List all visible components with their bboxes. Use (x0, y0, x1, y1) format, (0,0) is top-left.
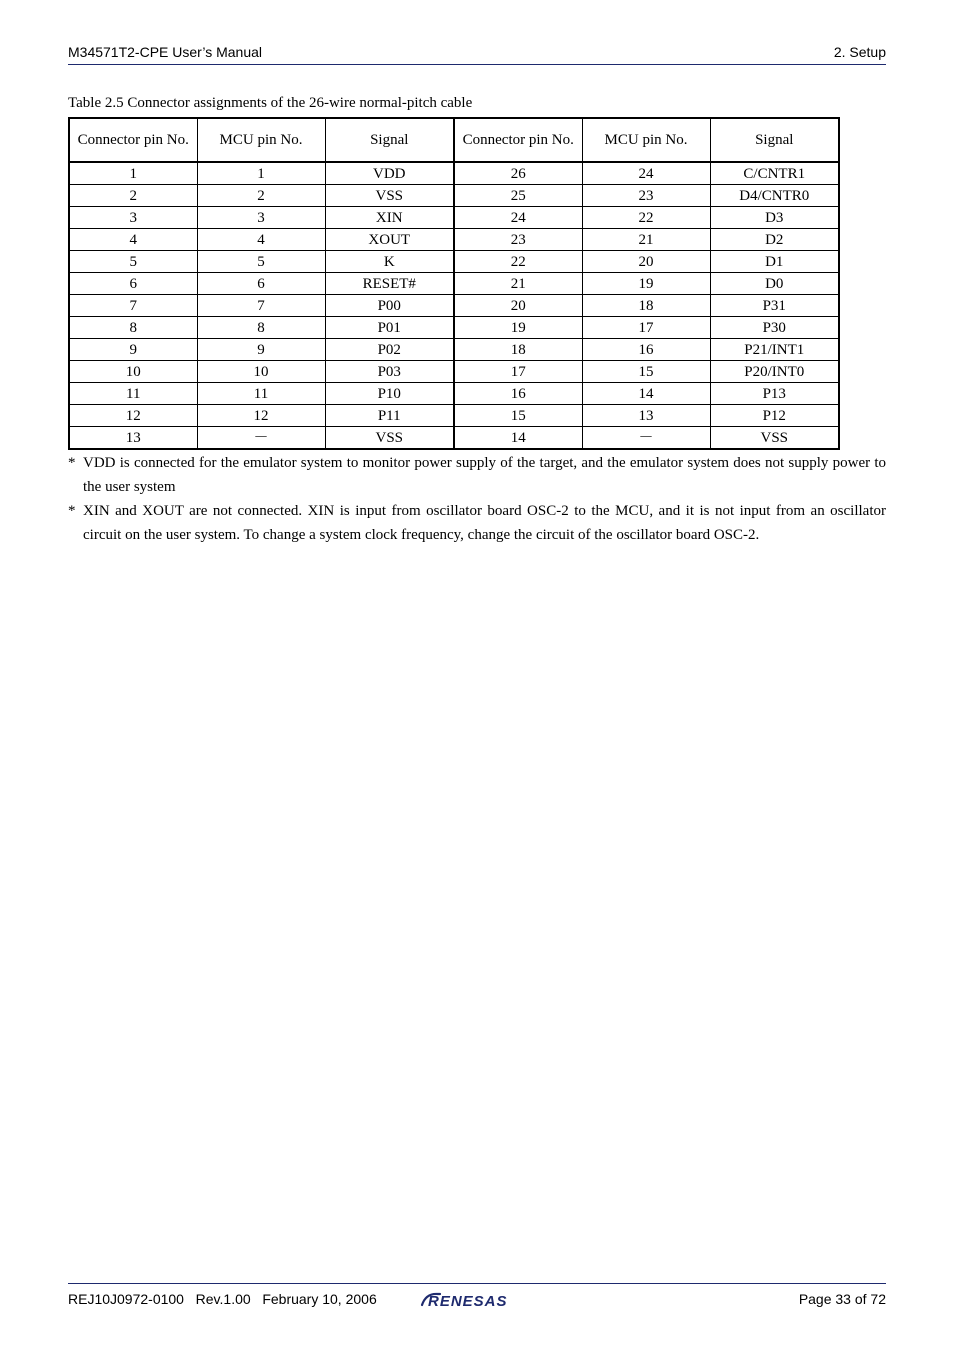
table-cell: 7 (69, 295, 197, 317)
table-row (69, 251, 839, 273)
note-vdd (68, 451, 886, 499)
table-header-row (69, 118, 839, 162)
table-cell: D3 (710, 207, 839, 229)
table-row (69, 273, 839, 295)
table-cell: P12 (710, 405, 839, 427)
logo-wordmark: RENESAS (428, 1293, 508, 1310)
renesas-logo (420, 1289, 532, 1311)
table-cell: 26 (454, 162, 582, 185)
table-cell: VSS (325, 185, 454, 207)
table-cell: 8 (69, 317, 197, 339)
doc-id: REJ10J0972-0100 (68, 1291, 184, 1307)
connector-assignment-table (68, 117, 840, 450)
manual-title: M34571T2-CPE User’s Manual (68, 44, 263, 60)
header-connector-pin: Connector pin No. (69, 118, 197, 162)
table-cell: P30 (710, 317, 839, 339)
table-cell: 3 (69, 207, 197, 229)
note-asterisk: * (68, 455, 76, 471)
table-cell: 10 (197, 361, 325, 383)
note-text: XIN and XOUT are not connected. XIN is input from oscillator board OSC-2 to the MCU, and it is not input from an oscillator circuit on the user system. To change a system clock frequency, change the circuit of the oscillator board OSC-2. (83, 503, 886, 543)
header-connector-pin: Connector pin No. (454, 118, 582, 162)
footer-doc-info (68, 1291, 377, 1307)
table-cell: 12 (197, 405, 325, 427)
table-row (69, 207, 839, 229)
table-cell: P13 (710, 383, 839, 405)
table-cell: C/CNTR1 (710, 162, 839, 185)
table-cell: 6 (197, 273, 325, 295)
table-row (69, 339, 839, 361)
table-row (69, 383, 839, 405)
table-row (69, 361, 839, 383)
table-cell: － (197, 427, 325, 450)
table-cell: 18 (582, 295, 710, 317)
table-cell: D0 (710, 273, 839, 295)
table-cell: 12 (69, 405, 197, 427)
table-cell: 19 (454, 317, 582, 339)
table-cell: 21 (582, 229, 710, 251)
header-mcu-pin: MCU pin No. (197, 118, 325, 162)
publish-date: February 10, 2006 (262, 1291, 377, 1307)
table-cell: 20 (454, 295, 582, 317)
table-cell: XOUT (325, 229, 454, 251)
table-cell: 14 (582, 383, 710, 405)
table-cell: 24 (582, 162, 710, 185)
table-cell: VDD (325, 162, 454, 185)
table-row (69, 162, 839, 185)
table-cell: 3 (197, 207, 325, 229)
table-cell: 22 (582, 207, 710, 229)
table-row (69, 405, 839, 427)
table-cell: 1 (197, 162, 325, 185)
header-mcu-pin: MCU pin No. (582, 118, 710, 162)
page-header (68, 44, 886, 65)
table-cell: P10 (325, 383, 454, 405)
table-cell: 17 (454, 361, 582, 383)
table-cell: P01 (325, 317, 454, 339)
section-label: 2. Setup (833, 44, 886, 60)
table-cell: 10 (69, 361, 197, 383)
revision: Rev.1.00 (195, 1291, 251, 1307)
table-cell: D2 (710, 229, 839, 251)
table-cell: RESET# (325, 273, 454, 295)
table-cell: P11 (325, 405, 454, 427)
table-cell: VSS (325, 427, 454, 450)
table-cell: 23 (582, 185, 710, 207)
table-cell: 5 (69, 251, 197, 273)
table-cell: 6 (69, 273, 197, 295)
table-cell: 23 (454, 229, 582, 251)
table-cell: 11 (69, 383, 197, 405)
header-signal: Signal (710, 118, 839, 162)
table-caption: Table 2.5 Connector assignments of the 26-wire normal-pitch cable (68, 95, 473, 111)
table-cell: 21 (454, 273, 582, 295)
table-row (69, 295, 839, 317)
page-number: Page 33 of 72 (798, 1291, 886, 1307)
table-cell: 9 (69, 339, 197, 361)
table-cell: 2 (197, 185, 325, 207)
table-notes (68, 451, 886, 547)
table-cell: 9 (197, 339, 325, 361)
table-cell: 4 (69, 229, 197, 251)
table-body (69, 162, 839, 449)
table-cell: P20/INT0 (710, 361, 839, 383)
note-xin-xout (68, 499, 886, 547)
table-cell: P00 (325, 295, 454, 317)
table-cell: 16 (454, 383, 582, 405)
table-cell: P21/INT1 (710, 339, 839, 361)
table-cell: XIN (325, 207, 454, 229)
table-cell: － (582, 427, 710, 450)
table-cell: 13 (69, 427, 197, 450)
table-cell: 13 (582, 405, 710, 427)
table-cell: 19 (582, 273, 710, 295)
table-cell: D4/CNTR0 (710, 185, 839, 207)
table-cell: 14 (454, 427, 582, 450)
table-row (69, 185, 839, 207)
note-asterisk: * (68, 503, 76, 519)
table-row (69, 427, 839, 450)
table-cell: 22 (454, 251, 582, 273)
table-cell: 18 (454, 339, 582, 361)
table-cell: 15 (454, 405, 582, 427)
table-cell: 16 (582, 339, 710, 361)
table-cell: P31 (710, 295, 839, 317)
table-cell: 20 (582, 251, 710, 273)
table-cell: 2 (69, 185, 197, 207)
table-cell: 25 (454, 185, 582, 207)
table-cell: 8 (197, 317, 325, 339)
table-cell: 1 (69, 162, 197, 185)
table-row (69, 317, 839, 339)
table-cell: VSS (710, 427, 839, 450)
table-row (69, 229, 839, 251)
page-footer (68, 1283, 886, 1314)
table-cell: P03 (325, 361, 454, 383)
note-text: VDD is connected for the emulator system to monitor power supply of the target, and the emulator system does not supply power to the user system (83, 455, 886, 495)
table-cell: 7 (197, 295, 325, 317)
table-cell: 17 (582, 317, 710, 339)
table-cell: K (325, 251, 454, 273)
table-cell: 15 (582, 361, 710, 383)
table-cell: 11 (197, 383, 325, 405)
table-cell: D1 (710, 251, 839, 273)
table-cell: 4 (197, 229, 325, 251)
table-cell: 5 (197, 251, 325, 273)
header-signal: Signal (325, 118, 454, 162)
table-cell: 24 (454, 207, 582, 229)
table-cell: P02 (325, 339, 454, 361)
